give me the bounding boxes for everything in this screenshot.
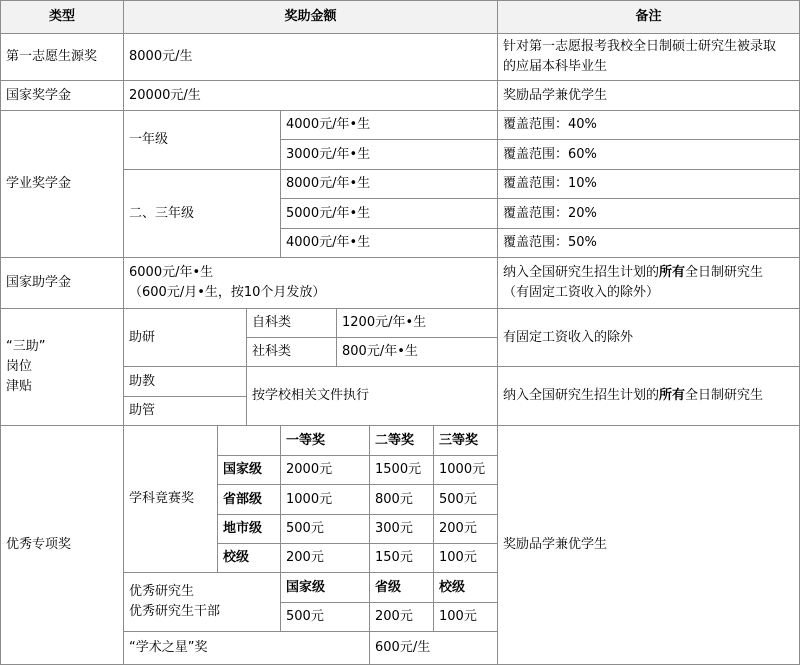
- level-value: 100元: [433, 543, 498, 573]
- level-value: 800元: [369, 484, 434, 515]
- level-value: 300元: [369, 514, 434, 544]
- level-value: 2000元: [280, 455, 370, 485]
- grad-level-label: 省级: [369, 572, 434, 603]
- level-value: 1000元: [280, 484, 370, 515]
- level-value: 500元: [280, 514, 370, 544]
- science-amount: 1200元/年•生: [336, 308, 498, 338]
- research-label: 助研: [123, 308, 247, 367]
- excellent-label: 优秀专项奖: [0, 425, 124, 665]
- star-label: “学术之星”奖: [123, 631, 370, 665]
- level-value: 200元: [280, 543, 370, 573]
- ta-note: 纳入全国研究生招生计划的所有全日制研究生: [497, 366, 800, 426]
- academic-grade1: 一年级: [123, 110, 281, 170]
- social-amount: 800元/年•生: [336, 337, 498, 367]
- aid-note-line1: 纳入全国研究生招生计划的所有全日制研究生: [503, 265, 764, 280]
- aid-note-line2: （有固定工资收入的除外）: [503, 285, 660, 300]
- first-choice-label: 第一志愿生源奖: [0, 33, 124, 81]
- level-value: 150元: [369, 543, 434, 573]
- header-amount: 奖助金额: [123, 0, 498, 34]
- competition-label: 学科竟赛奖: [123, 425, 218, 573]
- aid-amount-line2: （600元/月•生，按10个月发放）: [129, 285, 326, 300]
- level-value: 500元: [433, 484, 498, 515]
- academic-note: 覆盖范围：20%: [497, 198, 800, 229]
- header-note: 备注: [497, 0, 800, 34]
- ta-amount: 按学校相关文件执行: [246, 366, 498, 426]
- excellent-grad-label: 优秀研究生 优秀研究生干部: [123, 572, 281, 632]
- management-label: 助管: [123, 396, 247, 426]
- academic-amount: 3000元/年•生: [280, 139, 498, 170]
- national-label: 国家奖学金: [0, 80, 124, 111]
- competition-corner: [217, 425, 281, 456]
- academic-note: 覆盖范围：50%: [497, 228, 800, 258]
- level-value: 1500元: [369, 455, 434, 485]
- academic-note: 覆盖范围：40%: [497, 110, 800, 140]
- social-label: 社科类: [246, 337, 337, 367]
- academic-amount: 8000元/年•生: [280, 169, 498, 199]
- prize-header: 二等奖: [369, 425, 434, 456]
- excellent-note: 奖励品学兼优学生: [497, 425, 800, 665]
- grad-level-value: 200元: [369, 602, 434, 632]
- national-amount: 20000元/生: [123, 80, 498, 111]
- level-label: 国家级: [217, 455, 281, 485]
- grad-level-label: 校级: [433, 572, 498, 603]
- level-label: 省部级: [217, 484, 281, 515]
- aid-amount-line1: 6000元/年•生: [129, 265, 214, 280]
- prize-header: 一等奖: [280, 425, 370, 456]
- academic-amount: 4000元/年•生: [280, 228, 498, 258]
- aid-amount: [123, 257, 498, 309]
- header-type: 类型: [0, 0, 124, 34]
- academic-label: 学业奖学金: [0, 110, 124, 258]
- academic-amount: 5000元/年•生: [280, 198, 498, 229]
- grad-level-label: 国家级: [280, 572, 370, 603]
- level-value: 200元: [433, 514, 498, 544]
- research-note: 有固定工资收入的除外: [497, 308, 800, 367]
- academic-note: 覆盖范围：10%: [497, 169, 800, 199]
- aid-label: 国家助学金: [0, 257, 124, 309]
- level-label: 校级: [217, 543, 281, 573]
- grad-level-value: 100元: [433, 602, 498, 632]
- academic-note: 覆盖范围：60%: [497, 139, 800, 170]
- science-label: 自科类: [246, 308, 337, 338]
- first-choice-note: [497, 33, 800, 81]
- national-note: 奖励品学兼优学生: [497, 80, 800, 111]
- first-choice-amount: 8000元/生: [123, 33, 498, 81]
- grad-level-value: 500元: [280, 602, 370, 632]
- academic-grade23: 二、三年级: [123, 169, 281, 258]
- three-assist-label: “三助” 岗位 津贴: [0, 308, 124, 426]
- first-choice-note-line1: 针对第一志愿报考我校全日制硕士研究生被录取: [503, 39, 777, 54]
- aid-note: [497, 257, 800, 309]
- level-value: 1000元: [433, 455, 498, 485]
- level-label: 地市级: [217, 514, 281, 544]
- prize-header: 三等奖: [433, 425, 498, 456]
- teaching-label: 助教: [123, 366, 247, 397]
- star-amount: 600元/生: [369, 631, 498, 665]
- first-choice-note-line2: 的应届本科毕业生: [503, 59, 608, 74]
- academic-amount: 4000元/年•生: [280, 110, 498, 140]
